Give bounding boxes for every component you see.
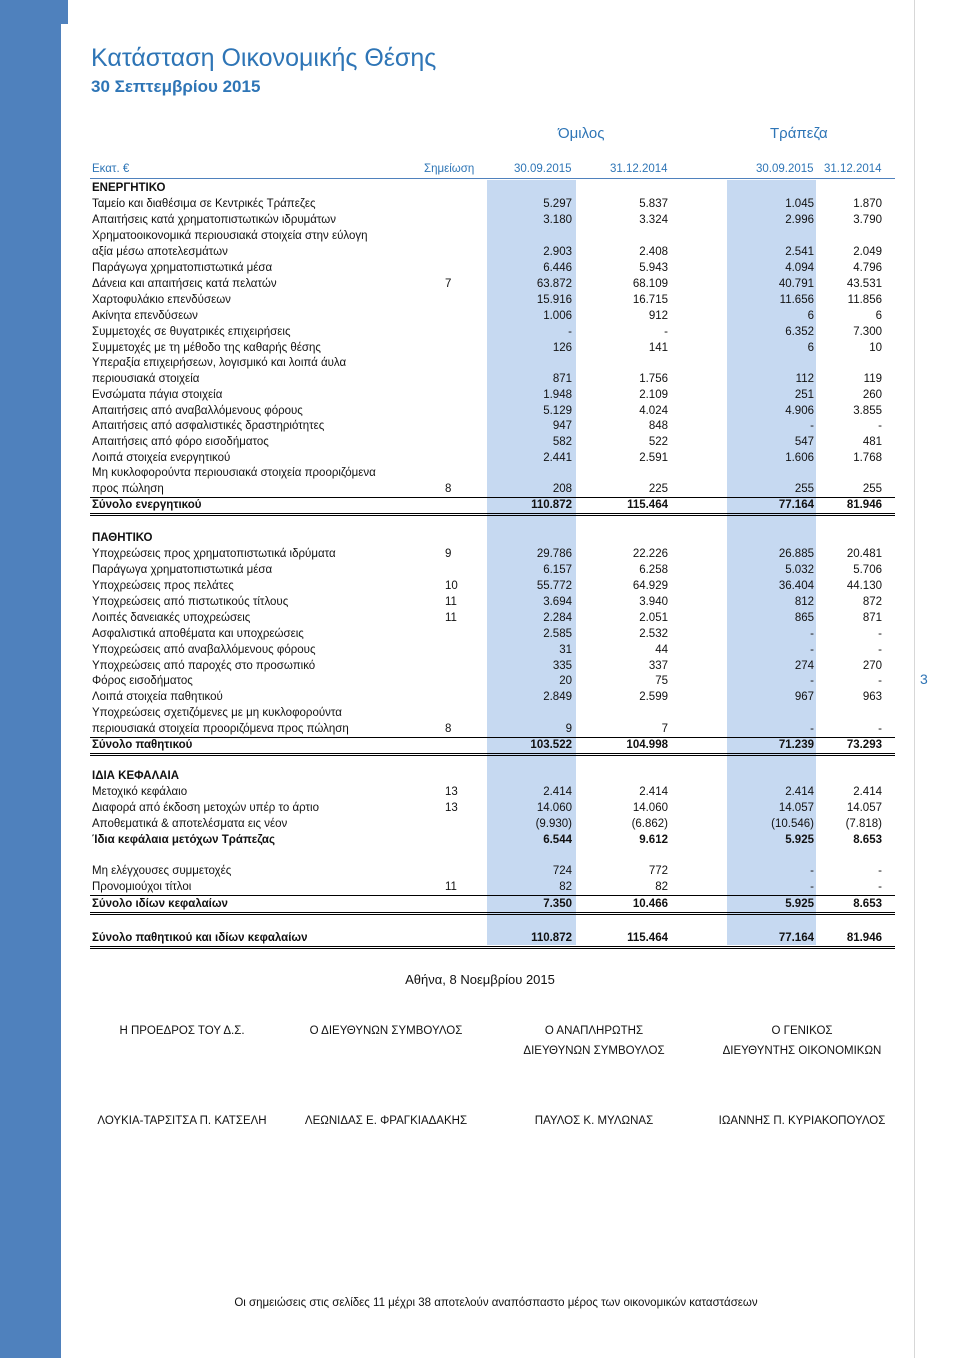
row-value-4: 10: [869, 342, 882, 354]
row-note: 11: [445, 881, 457, 893]
row-value-1: 126: [552, 342, 572, 354]
row-label: Συμμετοχές με τη μέθοδο της καθαρής θέσης: [92, 342, 321, 354]
row-value-2: 2.408: [639, 246, 668, 258]
row-value-4: 963: [862, 691, 882, 703]
row-note: 7: [445, 278, 452, 290]
row-value-4: -: [878, 628, 882, 640]
table-row: [0, 497, 960, 513]
table-row: [0, 481, 960, 497]
row-value-3: -: [810, 644, 814, 656]
row-label: Παράγωγα χρηματοπιστωτικά μέσα: [92, 564, 273, 576]
row-label: Απαιτήσεις από αναβαλλόμενους φόρους: [92, 405, 303, 417]
table-row: [0, 530, 960, 546]
row-value-4: 43.531: [846, 278, 882, 290]
currency-header: Εκατ. €: [92, 163, 130, 175]
row-label: Χαρτοφυλάκιο επενδύσεων: [92, 294, 231, 306]
row-value-3: (10.546): [771, 818, 814, 830]
row-value-1: 1.948: [543, 389, 572, 401]
row-value-1: 110.872: [531, 932, 572, 944]
row-value-2: 115.464: [627, 932, 668, 944]
row-value-2: 22.226: [632, 548, 668, 560]
row-note: 13: [445, 802, 458, 814]
row-value-1: 103.522: [530, 739, 572, 751]
row-value-3: 6.352: [785, 326, 814, 338]
row-value-2: 3.324: [639, 214, 668, 226]
row-value-1: 31: [559, 644, 572, 656]
row-value-4: 11.856: [847, 294, 882, 306]
row-value-3: -: [810, 628, 814, 640]
row-value-1: 2.284: [543, 612, 572, 624]
row-label: Μη κυκλοφορούντα περιουσιακά στοιχεία προοριζόμενα: [92, 467, 376, 479]
row-value-1: 14.060: [536, 802, 572, 814]
table-row: [0, 434, 960, 450]
row-value-1: 2.414: [543, 786, 572, 798]
row-value-3: 1.045: [785, 198, 814, 210]
row-label: Υποχρεώσεις από αναβαλλόμενους φόρους: [92, 644, 316, 656]
row-rule: [90, 912, 895, 915]
row-value-4: 44.130: [846, 580, 882, 592]
row-value-1: 335: [552, 660, 572, 672]
row-value-4: 7.300: [853, 326, 882, 338]
row-value-2: 6.258: [639, 564, 668, 576]
row-value-2: 115.464: [627, 499, 668, 511]
row-value-1: 9: [565, 723, 572, 735]
row-value-3: 40.791: [778, 278, 814, 290]
corner-accent: [61, 0, 68, 24]
row-value-2: 2.051: [639, 612, 668, 624]
row-value-3: 4.906: [785, 405, 814, 417]
signatory-4-title: Ο ΓΕΝΙΚΟΣ ΔΙΕΥΘΥΝΤΗΣ ΟΙΚΟΝΟΜΙΚΩΝ: [722, 1025, 882, 1057]
table-row: [0, 292, 960, 308]
row-value-3: 14.057: [778, 802, 814, 814]
row-value-2: -: [664, 326, 668, 338]
row-label: Μετοχικό κεφάλαιο: [92, 786, 188, 798]
row-value-4: 872: [862, 596, 882, 608]
row-value-3: 274: [794, 660, 814, 672]
table-row: [0, 276, 960, 292]
row-value-4: 3.855: [853, 405, 882, 417]
row-label: Συμμετοχές σε θυγατρικές επιχειρήσεις: [92, 326, 291, 338]
row-value-3: -: [810, 865, 814, 877]
row-label: Υποχρεώσεις προς πελάτες: [92, 580, 234, 592]
row-label: Υπεραξία επιχειρήσεων, λογισμικό και λοιπά άυλα: [92, 357, 347, 369]
row-value-2: 2.414: [639, 786, 668, 798]
row-value-1: 1.006: [543, 310, 572, 322]
row-value-1: 724: [552, 865, 572, 877]
row-label: Ασφαλιστικά αποθέματα και υποχρεώσεις: [92, 628, 304, 640]
table-row: [0, 546, 960, 562]
table-row: [0, 450, 960, 466]
table-row: [0, 737, 960, 753]
row-value-3: 5.925: [785, 898, 814, 910]
row-value-1: 29.786: [536, 548, 572, 560]
row-rule: [90, 513, 895, 516]
row-value-1: 3.694: [543, 596, 572, 608]
row-value-3: 547: [794, 436, 814, 448]
page-number: 3: [920, 671, 928, 687]
table-row: [0, 324, 960, 340]
row-label: Παράγωγα χρηματοπιστωτικά μέσα: [92, 262, 273, 274]
row-value-4: 481: [862, 436, 882, 448]
row-label: αξία μέσω αποτελεσμάτων: [92, 246, 228, 258]
row-label: Ίδια κεφάλαια μετόχων Τράπεζας: [92, 834, 275, 846]
table-row: [0, 800, 960, 816]
row-value-4: 8.653: [853, 898, 882, 910]
table-row: [0, 465, 960, 481]
table-row: [0, 832, 960, 848]
row-value-2: 2.599: [639, 691, 668, 703]
row-value-4: -: [878, 865, 882, 877]
row-value-4: 270: [862, 660, 882, 672]
row-note: 13: [445, 786, 458, 798]
row-value-2: 848: [648, 420, 668, 432]
row-label: Απαιτήσεις κατά χρηματοπιστωτικών ιδρυμάτων: [92, 214, 337, 226]
row-value-2: 14.060: [632, 802, 668, 814]
row-value-3: 1.606: [785, 452, 814, 464]
row-label: ΕΝΕΡΓΗΤΙΚΟ: [92, 182, 166, 194]
page-subtitle: 30 Σεπτεμβρίου 2015: [91, 77, 261, 96]
row-value-3: -: [810, 881, 814, 893]
row-value-1: 5.297: [543, 198, 572, 210]
table-row: [0, 228, 960, 244]
table-row: [0, 879, 960, 895]
row-label: Προνομιούχοι τίτλοι: [92, 881, 192, 893]
row-label: Υποχρεώσεις σχετιζόμενες με μη κυκλοφορούντα: [92, 707, 342, 719]
row-value-1: 82: [559, 881, 572, 893]
row-label: Χρηματοοικονομικά περιουσιακά στοιχεία στην εύλογη: [92, 230, 368, 242]
table-row: [0, 673, 960, 689]
row-value-1: 5.129: [543, 405, 572, 417]
table-row: [0, 196, 960, 212]
row-value-4: 14.057: [846, 802, 882, 814]
row-label: Απαιτήσεις από ασφαλιστικές δραστηριότητες: [92, 420, 325, 432]
row-value-1: 582: [552, 436, 572, 448]
row-value-2: 82: [655, 881, 668, 893]
row-label: περιουσιακά στοιχεία προοριζόμενα προς πώληση: [92, 723, 349, 735]
row-value-2: 75: [655, 675, 668, 687]
table-row: [0, 689, 960, 705]
row-value-4: (7.818): [845, 818, 882, 830]
row-value-4: -: [878, 881, 882, 893]
date-line: Αθήνα, 8 Νοεμβρίου 2015: [405, 972, 555, 987]
row-value-1: 208: [552, 483, 572, 495]
row-label: Ενσώματα πάγια στοιχεία: [92, 389, 223, 401]
row-label: Υποχρεώσεις προς χρηματοπιστωτικά ιδρύματα: [92, 548, 336, 560]
row-value-4: 81.946: [846, 932, 882, 944]
footer-note: Οι σημειώσεις στις σελίδες 11 μέχρι 38 αποτελούν αναπόσπαστο μέρος των οικονομικών καταστάσεων: [234, 1297, 758, 1309]
table-row: [0, 260, 960, 276]
date-header-1: 30.09.2015: [514, 163, 572, 175]
row-value-2: 5.943: [639, 262, 668, 274]
page-title: Κατάσταση Οικονομικής Θέσης: [91, 44, 437, 72]
row-value-1: (9.930): [535, 818, 572, 830]
row-label: προς πώληση: [92, 483, 164, 495]
row-value-3: 4.094: [785, 262, 814, 274]
row-value-4: 119: [863, 373, 882, 385]
row-value-1: 6.446: [543, 262, 572, 274]
row-value-3: -: [810, 675, 814, 687]
signatory-1-title: Η ΠΡΟΕΔΡΟΣ ΤΟΥ Δ.Σ.: [119, 1025, 245, 1037]
row-value-1: 15.916: [536, 294, 572, 306]
row-label: ΠΑΘΗΤΙΚΟ: [92, 532, 153, 544]
signatory-2-name: ΛΕΩΝΙΔΑΣ Ε. ΦΡΑΓΚΙΑΔΑΚΗΣ: [304, 1115, 468, 1127]
table-row: [0, 340, 960, 356]
signatory-2-title: Ο ΔΙΕΥΘΥΝΩΝ ΣΥΜΒΟΥΛΟΣ: [309, 1025, 463, 1037]
row-value-2: 2.532: [639, 628, 668, 640]
table-row: [0, 721, 960, 737]
row-value-4: -: [878, 675, 882, 687]
row-value-3: 6: [807, 310, 814, 322]
row-value-2: 522: [648, 436, 668, 448]
row-label: Λοιπές δανειακές υποχρεώσεις: [92, 612, 251, 624]
row-value-1: 6.157: [543, 564, 572, 576]
row-value-2: 68.109: [632, 278, 668, 290]
row-label: ΙΔΙΑ ΚΕΦΑΛΑΙΑ: [92, 770, 180, 782]
row-value-4: 20.481: [846, 548, 882, 560]
row-value-2: (6.862): [631, 818, 668, 830]
table-row: [0, 418, 960, 434]
row-label: Δάνεια και απαιτήσεις κατά πελατών: [92, 278, 277, 290]
row-value-1: 7.350: [543, 898, 572, 910]
row-value-3: -: [810, 420, 814, 432]
row-value-3: -: [810, 723, 814, 735]
table-row: [0, 594, 960, 610]
row-label: Ακίνητα επενδύσεων: [92, 310, 198, 322]
row-value-1: 871: [552, 373, 572, 385]
row-value-2: 772: [648, 865, 668, 877]
row-label: περιουσιακά στοιχεία: [92, 373, 200, 385]
row-value-2: 141: [648, 342, 668, 354]
table-row: [0, 642, 960, 658]
row-value-2: 9.612: [639, 834, 668, 846]
date-header-3: 30.09.2015: [756, 163, 814, 175]
row-value-4: 1.768: [853, 452, 882, 464]
table-row: [0, 355, 960, 371]
row-value-3: 77.164: [778, 932, 814, 944]
row-value-1: 110.872: [531, 499, 572, 511]
row-value-1: 947: [552, 420, 572, 432]
table-row: [0, 387, 960, 403]
row-label: Σύνολο ιδίων κεφαλαίων: [92, 898, 228, 910]
row-label: Απαιτήσεις από φόρο εισοδήματος: [92, 436, 269, 448]
row-value-4: 2.414: [853, 786, 882, 798]
table-row: [0, 244, 960, 260]
row-value-4: 81.946: [846, 499, 882, 511]
row-label: Φόρος εισοδήματος: [92, 675, 193, 687]
table-row: [0, 610, 960, 626]
table-row: [0, 816, 960, 832]
row-value-2: 104.998: [626, 739, 668, 751]
table-row: [0, 896, 960, 912]
row-value-3: 6: [807, 342, 814, 354]
table-row: [0, 180, 960, 196]
group-column-label: Όμιλος: [558, 125, 605, 142]
row-value-2: 1.756: [639, 373, 668, 385]
row-value-2: 2.109: [639, 389, 668, 401]
table-row: [0, 930, 960, 946]
table-row: [0, 784, 960, 800]
row-value-1: 3.180: [543, 214, 572, 226]
row-value-4: 4.796: [853, 262, 882, 274]
row-value-3: 71.239: [778, 739, 814, 751]
row-value-3: 812: [794, 596, 814, 608]
row-value-1: 2.441: [543, 452, 572, 464]
table-row: [0, 863, 960, 879]
row-value-1: 2.849: [543, 691, 572, 703]
row-value-1: 55.772: [536, 580, 572, 592]
row-label: Υποχρεώσεις από παροχές στο προσωπικό: [92, 660, 316, 672]
row-label: Διαφορά από έκδοση μετοχών υπέρ το άρτιο: [92, 802, 319, 814]
row-value-3: 251: [794, 389, 814, 401]
table-row: [0, 308, 960, 324]
row-value-3: 967: [794, 691, 814, 703]
table-row: [0, 371, 960, 387]
date-header-4: 31.12.2014: [824, 163, 882, 175]
row-value-3: 5.925: [785, 834, 814, 846]
table-row: [0, 705, 960, 721]
row-note: 10: [445, 580, 458, 592]
row-note: 8: [445, 723, 452, 735]
row-value-4: 8.653: [853, 834, 882, 846]
row-value-2: 912: [648, 310, 668, 322]
row-label: Σύνολο ενεργητικού: [92, 499, 202, 511]
header-divider: [90, 178, 895, 179]
row-value-3: 2.996: [785, 214, 814, 226]
table-row: [0, 562, 960, 578]
row-value-4: 2.049: [853, 246, 882, 258]
row-label: Λοιπά στοιχεία παθητικού: [92, 691, 223, 703]
row-rule: [90, 946, 895, 949]
row-value-4: -: [878, 644, 882, 656]
row-value-1: 2.585: [543, 628, 572, 640]
row-value-4: 871: [862, 612, 882, 624]
row-value-2: 10.466: [632, 898, 668, 910]
row-value-4: -: [878, 420, 882, 432]
table-row: [0, 768, 960, 784]
row-value-4: 260: [862, 389, 882, 401]
signatory-3-name: ΠΑΥΛΟΣ Κ. ΜΥΛΩΝΑΣ: [534, 1115, 654, 1127]
row-value-3: 2.541: [785, 246, 814, 258]
signatory-4-name: ΙΩΑΝΝΗΣ Π. ΚΥΡΙΑΚΟΠΟΥΛΟΣ: [718, 1115, 886, 1127]
row-value-2: 7: [661, 723, 668, 735]
row-value-1: 20: [559, 675, 572, 687]
row-value-2: 44: [655, 644, 668, 656]
row-note: 9: [445, 548, 452, 560]
date-header-2: 31.12.2014: [610, 163, 668, 175]
row-note: 11: [445, 612, 457, 624]
row-value-4: 255: [862, 483, 882, 495]
row-label: Λοιπά στοιχεία ενεργητικού: [92, 452, 231, 464]
table-row: [0, 658, 960, 674]
row-value-3: 77.164: [778, 499, 814, 511]
signatory-3-title: Ο ΑΝΑΠΛΗΡΩΤΗΣ ΔΙΕΥΘΥΝΩΝ ΣΥΜΒΟΥΛΟΣ: [523, 1025, 665, 1057]
row-value-3: 255: [794, 483, 814, 495]
row-value-1: 63.872: [536, 278, 572, 290]
row-label: Υποχρεώσεις από πιστωτικούς τίτλους: [92, 596, 289, 608]
row-value-2: 337: [648, 660, 668, 672]
row-value-4: 3.790: [853, 214, 882, 226]
row-value-2: 64.929: [632, 580, 668, 592]
row-value-3: 5.032: [785, 564, 814, 576]
table-row: [0, 626, 960, 642]
row-label: Σύνολο παθητικού και ιδίων κεφαλαίων: [92, 932, 308, 944]
row-label: Αποθεματικά & αποτελέσματα εις νέον: [92, 818, 288, 830]
row-value-4: 5.706: [853, 564, 882, 576]
row-label: Σύνολο παθητικού: [92, 739, 193, 751]
table-row: [0, 578, 960, 594]
row-label: Ταμείο και διαθέσιμα σε Κεντρικές Τράπεζες: [92, 198, 316, 210]
row-value-2: 2.591: [639, 452, 668, 464]
row-value-3: 2.414: [785, 786, 814, 798]
row-value-4: 1.870: [853, 198, 882, 210]
row-value-1: 6.544: [543, 834, 572, 846]
table-row: [0, 403, 960, 419]
row-value-2: 5.837: [639, 198, 668, 210]
row-value-2: 3.940: [639, 596, 668, 608]
row-value-1: -: [568, 326, 572, 338]
row-value-2: 225: [648, 483, 668, 495]
row-value-3: 865: [794, 612, 814, 624]
bank-column-label: Τράπεζα: [770, 125, 828, 142]
row-value-1: 2.903: [543, 246, 572, 258]
row-note: 8: [445, 483, 452, 495]
row-value-3: 36.404: [778, 580, 814, 592]
row-value-2: 16.715: [632, 294, 668, 306]
row-value-4: -: [878, 723, 882, 735]
signatory-1-name: ΛΟΥΚΙΑ-ΤΑΡΣΙΤΣΑ Π. ΚΑΤΣΕΛΗ: [97, 1115, 267, 1127]
row-rule: [90, 753, 895, 756]
row-value-4: 6: [875, 310, 882, 322]
row-note: 11: [445, 596, 457, 608]
row-value-3: 26.885: [778, 548, 814, 560]
row-value-4: 73.293: [846, 739, 882, 751]
row-value-3: 112: [795, 373, 814, 385]
note-header: Σημείωση: [424, 163, 475, 175]
row-label: Μη ελέγχουσες συμμετοχές: [92, 865, 232, 877]
table-row: [0, 212, 960, 228]
row-value-3: 11.656: [779, 294, 814, 306]
row-value-2: 4.024: [639, 405, 668, 417]
